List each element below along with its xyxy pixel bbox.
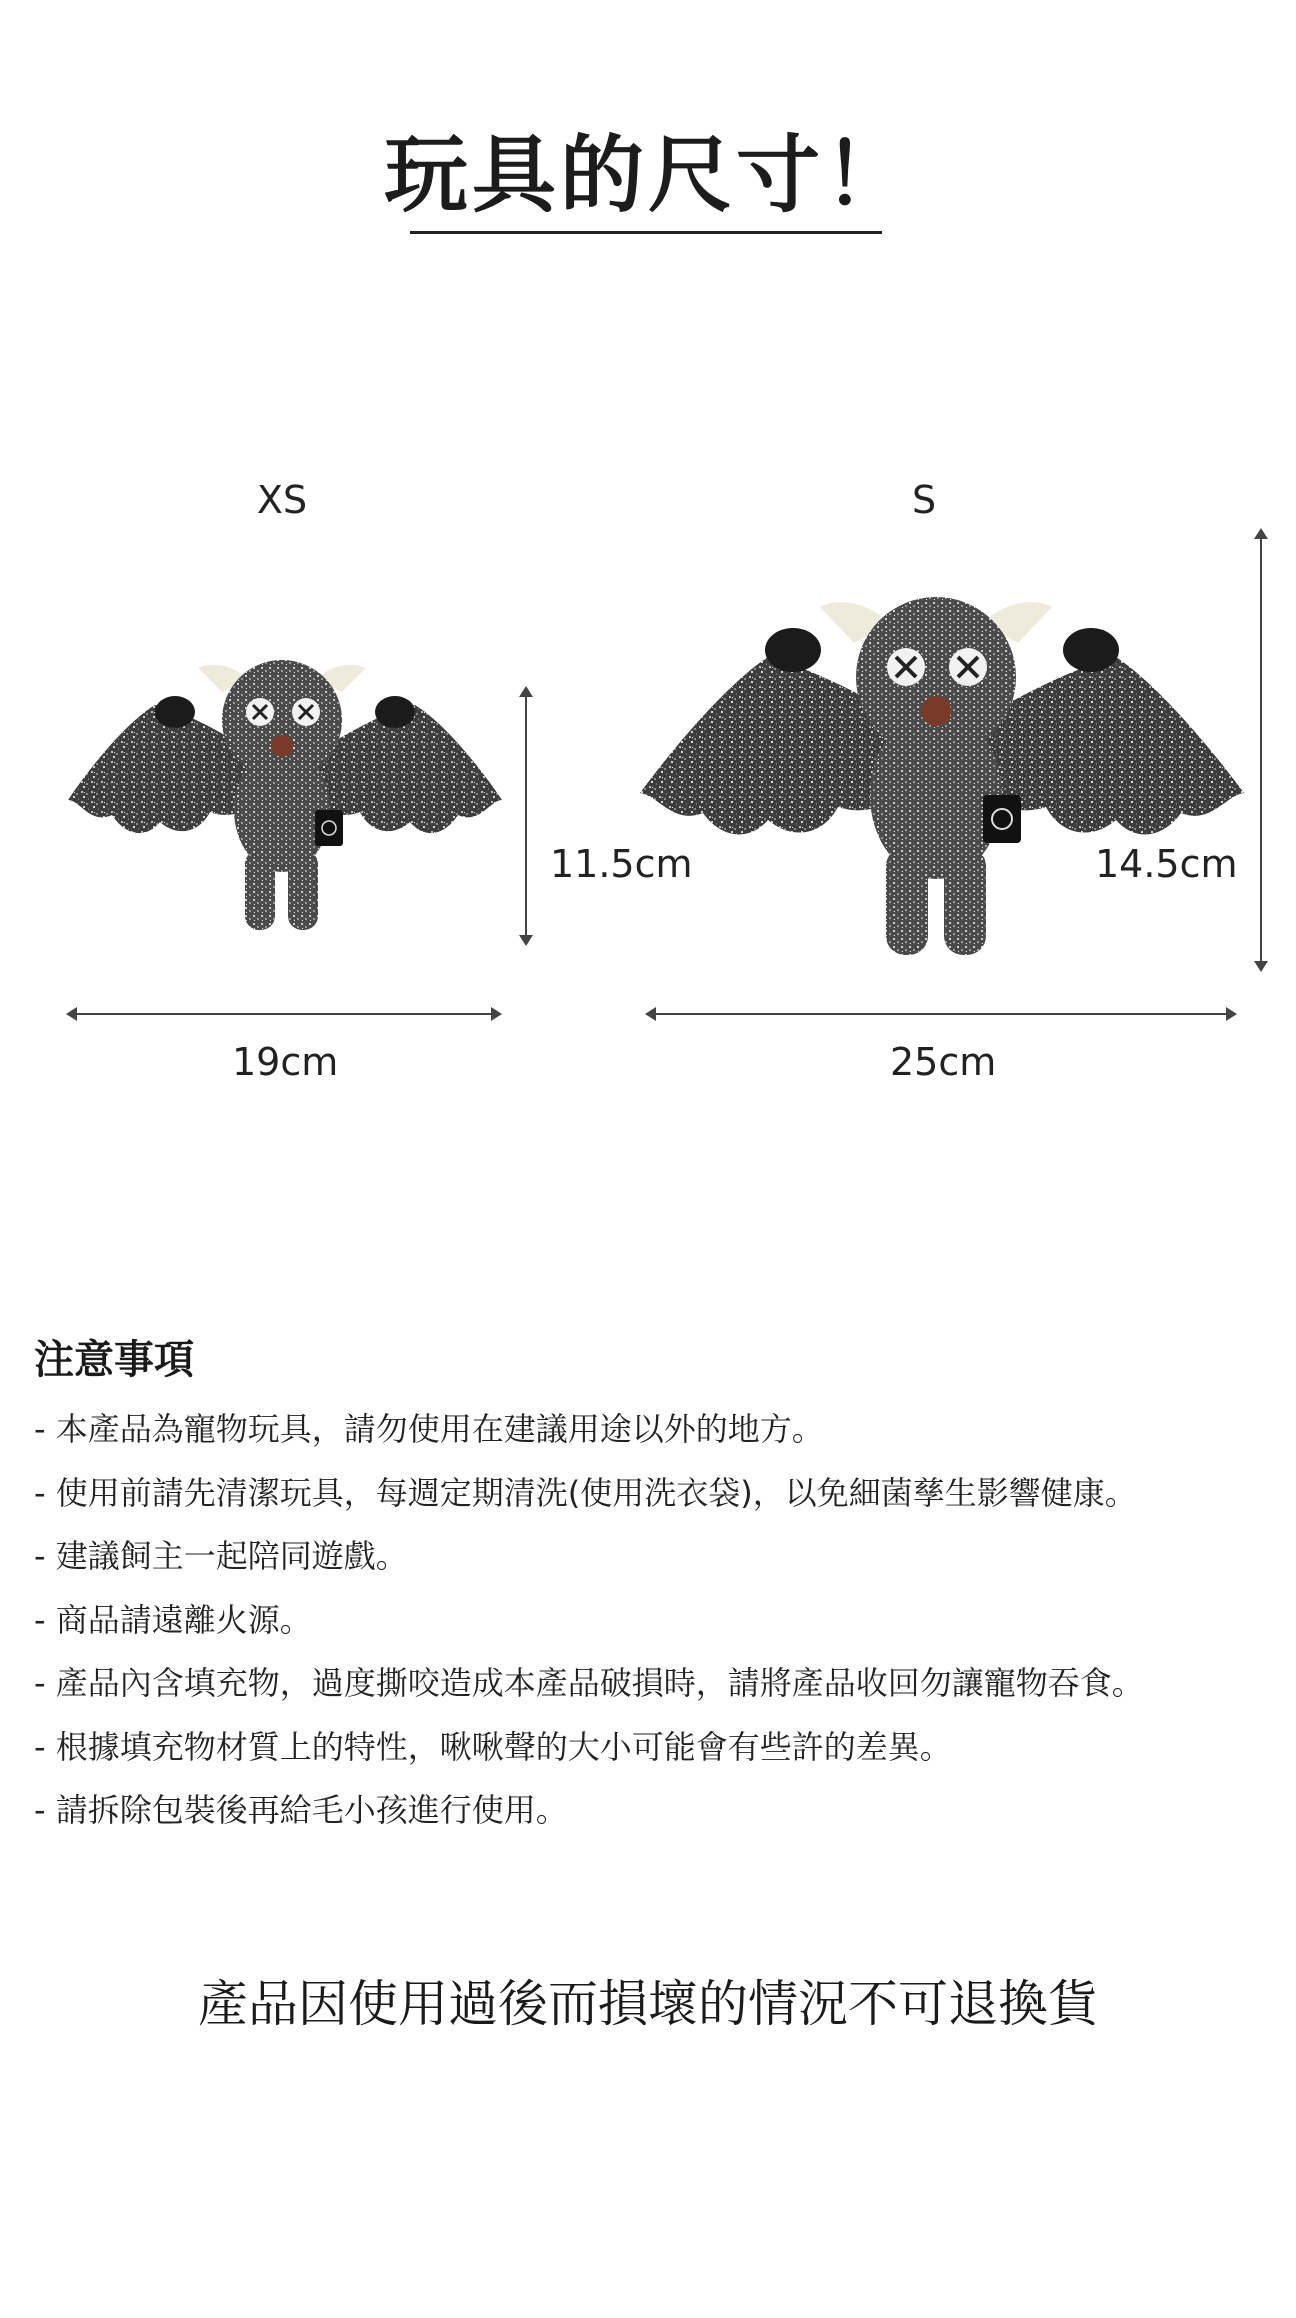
notes-heading: 注意事項 (34, 1337, 194, 1383)
return-policy-notice: 產品因使用過後而損壞的情況不可退換貨 (198, 1975, 1098, 2033)
bat-plush-toy-icon (60, 650, 510, 940)
list-item: - 商品請遠離火源。 (34, 1600, 312, 1639)
wing-tip (765, 628, 821, 672)
bat-plush-toy-icon (628, 585, 1256, 965)
width-label-xs: 19cm (232, 1040, 339, 1084)
wing-tip (1063, 628, 1119, 672)
page-title: 玩具的尺寸！ (383, 126, 912, 224)
height-arrow-s (1260, 530, 1262, 970)
nose (921, 696, 951, 726)
width-arrow-s (647, 1013, 1235, 1015)
height-arrow-xs (525, 688, 527, 944)
height-label-s: 14.5cm (1095, 842, 1238, 886)
brand-tag (315, 810, 343, 846)
list-item: - 根據填充物材質上的特性，啾啾聲的大小可能會有些許的差異。 (34, 1727, 952, 1766)
list-item: - 產品內含填充物，過度撕咬造成本產品破損時，請將產品收回勿讓寵物吞食。 (34, 1664, 1144, 1702)
height-label-xs: 11.5cm (550, 842, 693, 886)
list-item: - 建議飼主一起陪同遊戲。 (34, 1537, 408, 1575)
nose (271, 735, 293, 757)
title-underline (410, 231, 882, 234)
size-label-xs: XS (256, 478, 308, 522)
wing-tip (375, 696, 415, 728)
head (222, 660, 342, 780)
head (856, 597, 1016, 757)
notes-list (34, 1398, 1144, 1843)
list-item: - 使用前請先清潔玩具，每週定期清洗(使用洗衣袋)，以免細菌孳生影響健康。 (34, 1473, 1137, 1512)
size-label-s: S (911, 478, 937, 522)
list-item: - 請拆除包裝後再給毛小孩進行使用。 (34, 1791, 568, 1829)
brand-tag (983, 795, 1021, 843)
width-arrow-xs (68, 1013, 500, 1015)
width-label-s: 25cm (890, 1040, 997, 1084)
wing-tip (155, 696, 195, 728)
list-item: - 本產品為寵物玩具，請勿使用在建議用途以外的地方。 (34, 1410, 824, 1448)
